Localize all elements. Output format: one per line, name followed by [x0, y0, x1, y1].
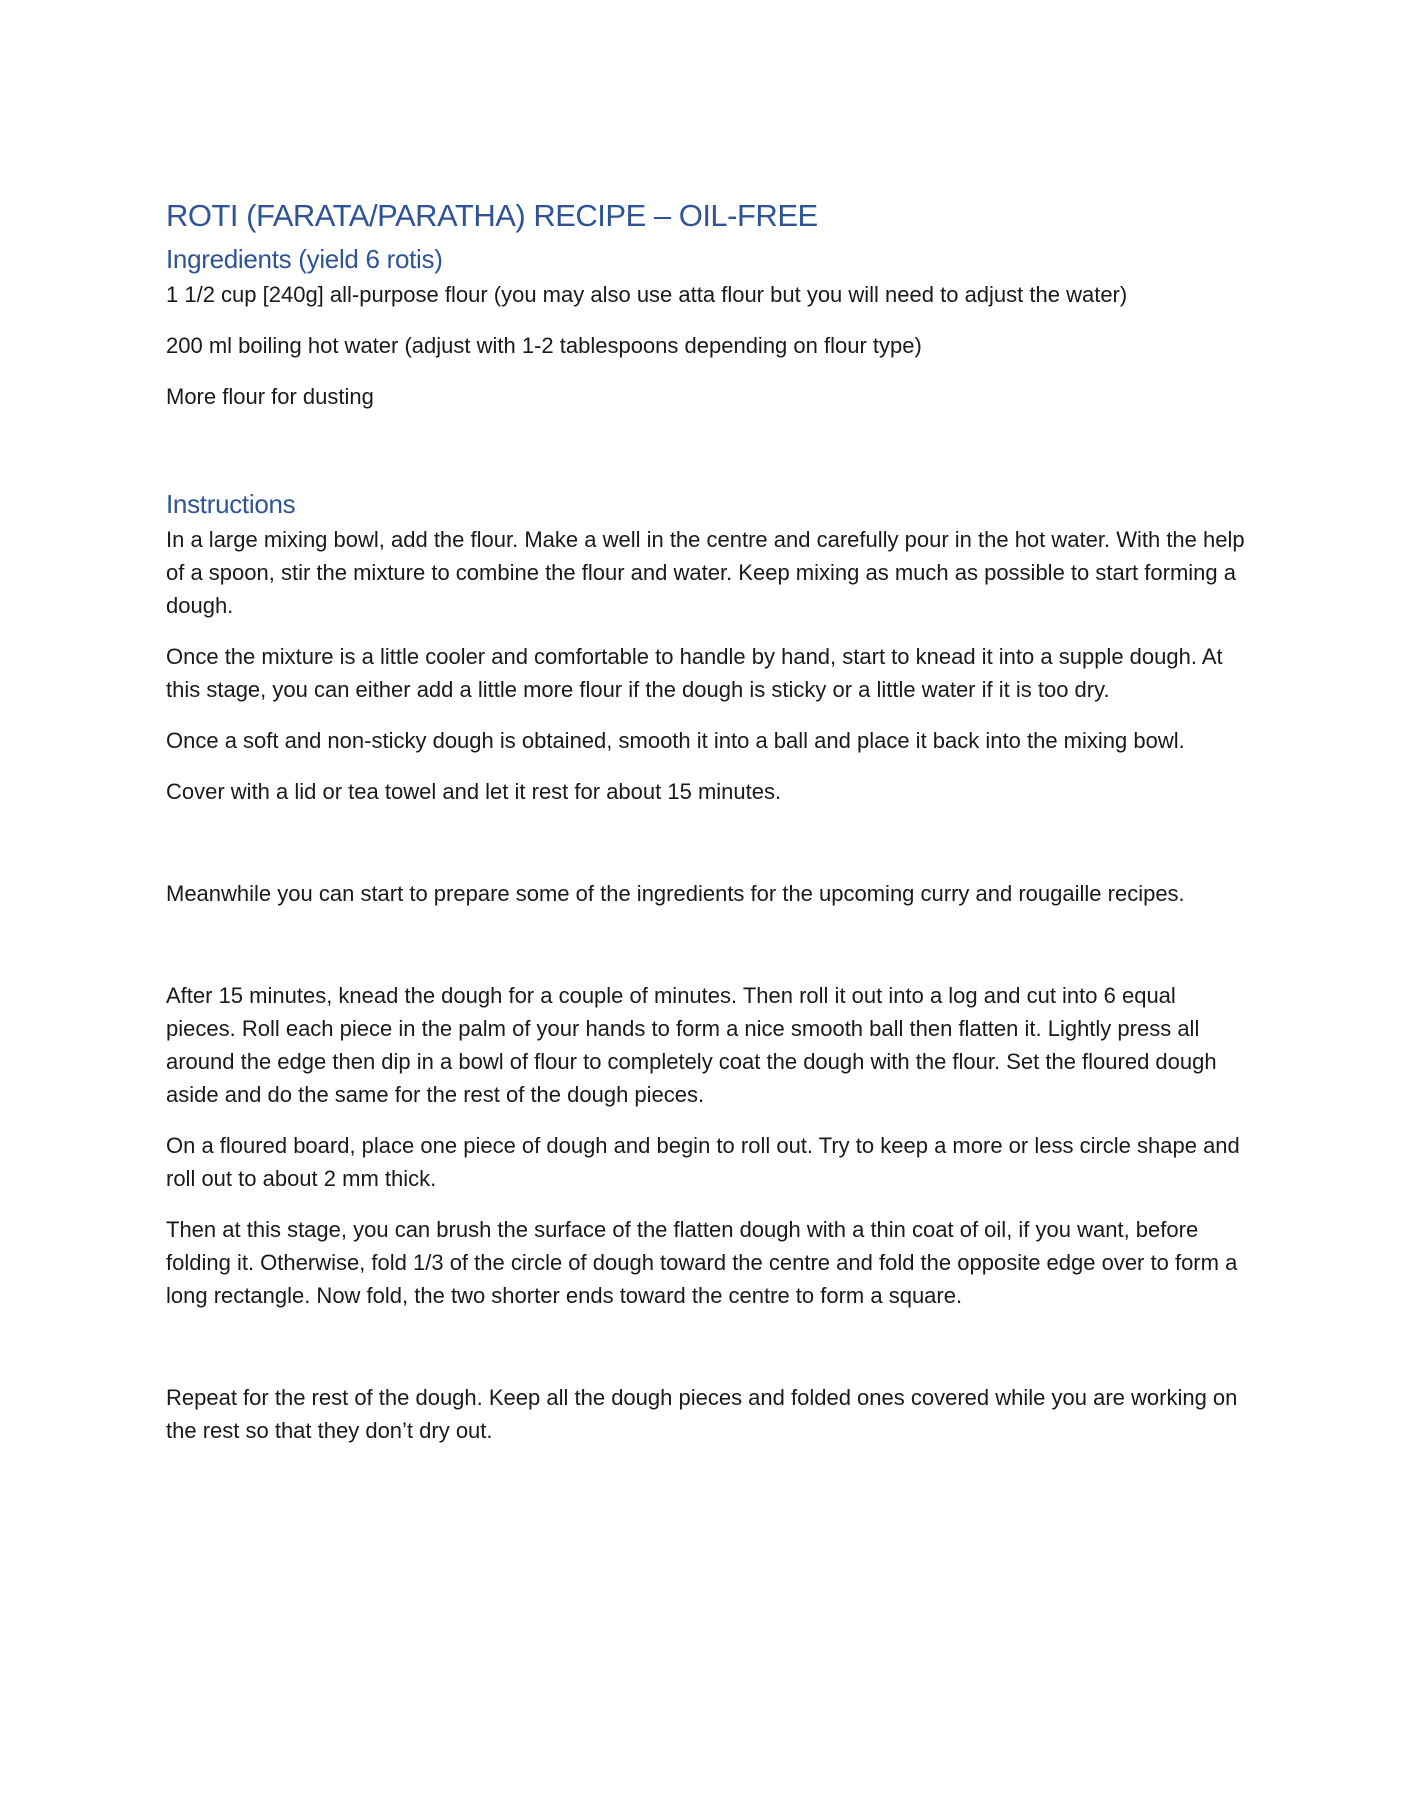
ingredient-item: More flour for dusting	[166, 384, 374, 409]
document-body	[166, 196, 1250, 1447]
instruction-step: Once the mixture is a little cooler and comfortable to handle by hand, start to knead it into a supple dough. At this stage, you can either add a little more flour if the dough is sticky or a little water if it is too dry.	[166, 644, 1223, 702]
instruction-step: Then at this stage, you can brush the surface of the flatten dough with a thin coat of oil, if you want, before folding it. Otherwise, fold 1/3 of the circle of dough toward the centre and fold the opposite edge over to form a long rectangle. Now fold, the two shorter ends toward the centre to form a square.	[166, 1217, 1238, 1308]
page-title: ROTI (FARATA/PARATHA) RECIPE – OIL-FREE	[166, 198, 818, 233]
instruction-step: Repeat for the rest of the dough. Keep all the dough pieces and folded ones covered while you are working on the rest so that they don’t dry out.	[166, 1385, 1238, 1443]
instruction-step: On a floured board, place one piece of dough and begin to roll out. Try to keep a more or less circle shape and roll out to about 2 mm thick.	[166, 1133, 1240, 1191]
instruction-step: Cover with a lid or tea towel and let it rest for about 15 minutes.	[166, 779, 782, 804]
ingredient-item: 1 1/2 cup [240g] all-purpose flour (you may also use atta flour but you will need to adjust the water)	[166, 282, 1128, 307]
instruction-step: After 15 minutes, knead the dough for a couple of minutes. Then roll it out into a log and cut into 6 equal pieces. Roll each piece in the palm of your hands to form a nice smooth ball then flatten it. Lightly press all around the edge then dip in a bowl of flour to completely coat the dough with the flour. Set the floured dough aside and do the same for the rest of the dough pieces.	[166, 983, 1217, 1107]
ingredient-item: 200 ml boiling hot water (adjust with 1-2 tablespoons depending on flour type)	[166, 333, 922, 358]
instructions-heading: Instructions	[166, 489, 296, 519]
ingredients-heading: Ingredients (yield 6 rotis)	[166, 244, 443, 274]
instruction-step: Meanwhile you can start to prepare some of the ingredients for the upcoming curry and rougaille recipes.	[166, 881, 1185, 906]
instruction-step: In a large mixing bowl, add the flour. Make a well in the centre and carefully pour in the hot water. With the help of a spoon, stir the mixture to combine the flour and water. Keep mixing as much as possible to start forming a dough.	[166, 527, 1245, 618]
instruction-step: Once a soft and non-sticky dough is obtained, smooth it into a ball and place it back into the mixing bowl.	[166, 728, 1185, 753]
section-spacer	[166, 413, 1250, 487]
